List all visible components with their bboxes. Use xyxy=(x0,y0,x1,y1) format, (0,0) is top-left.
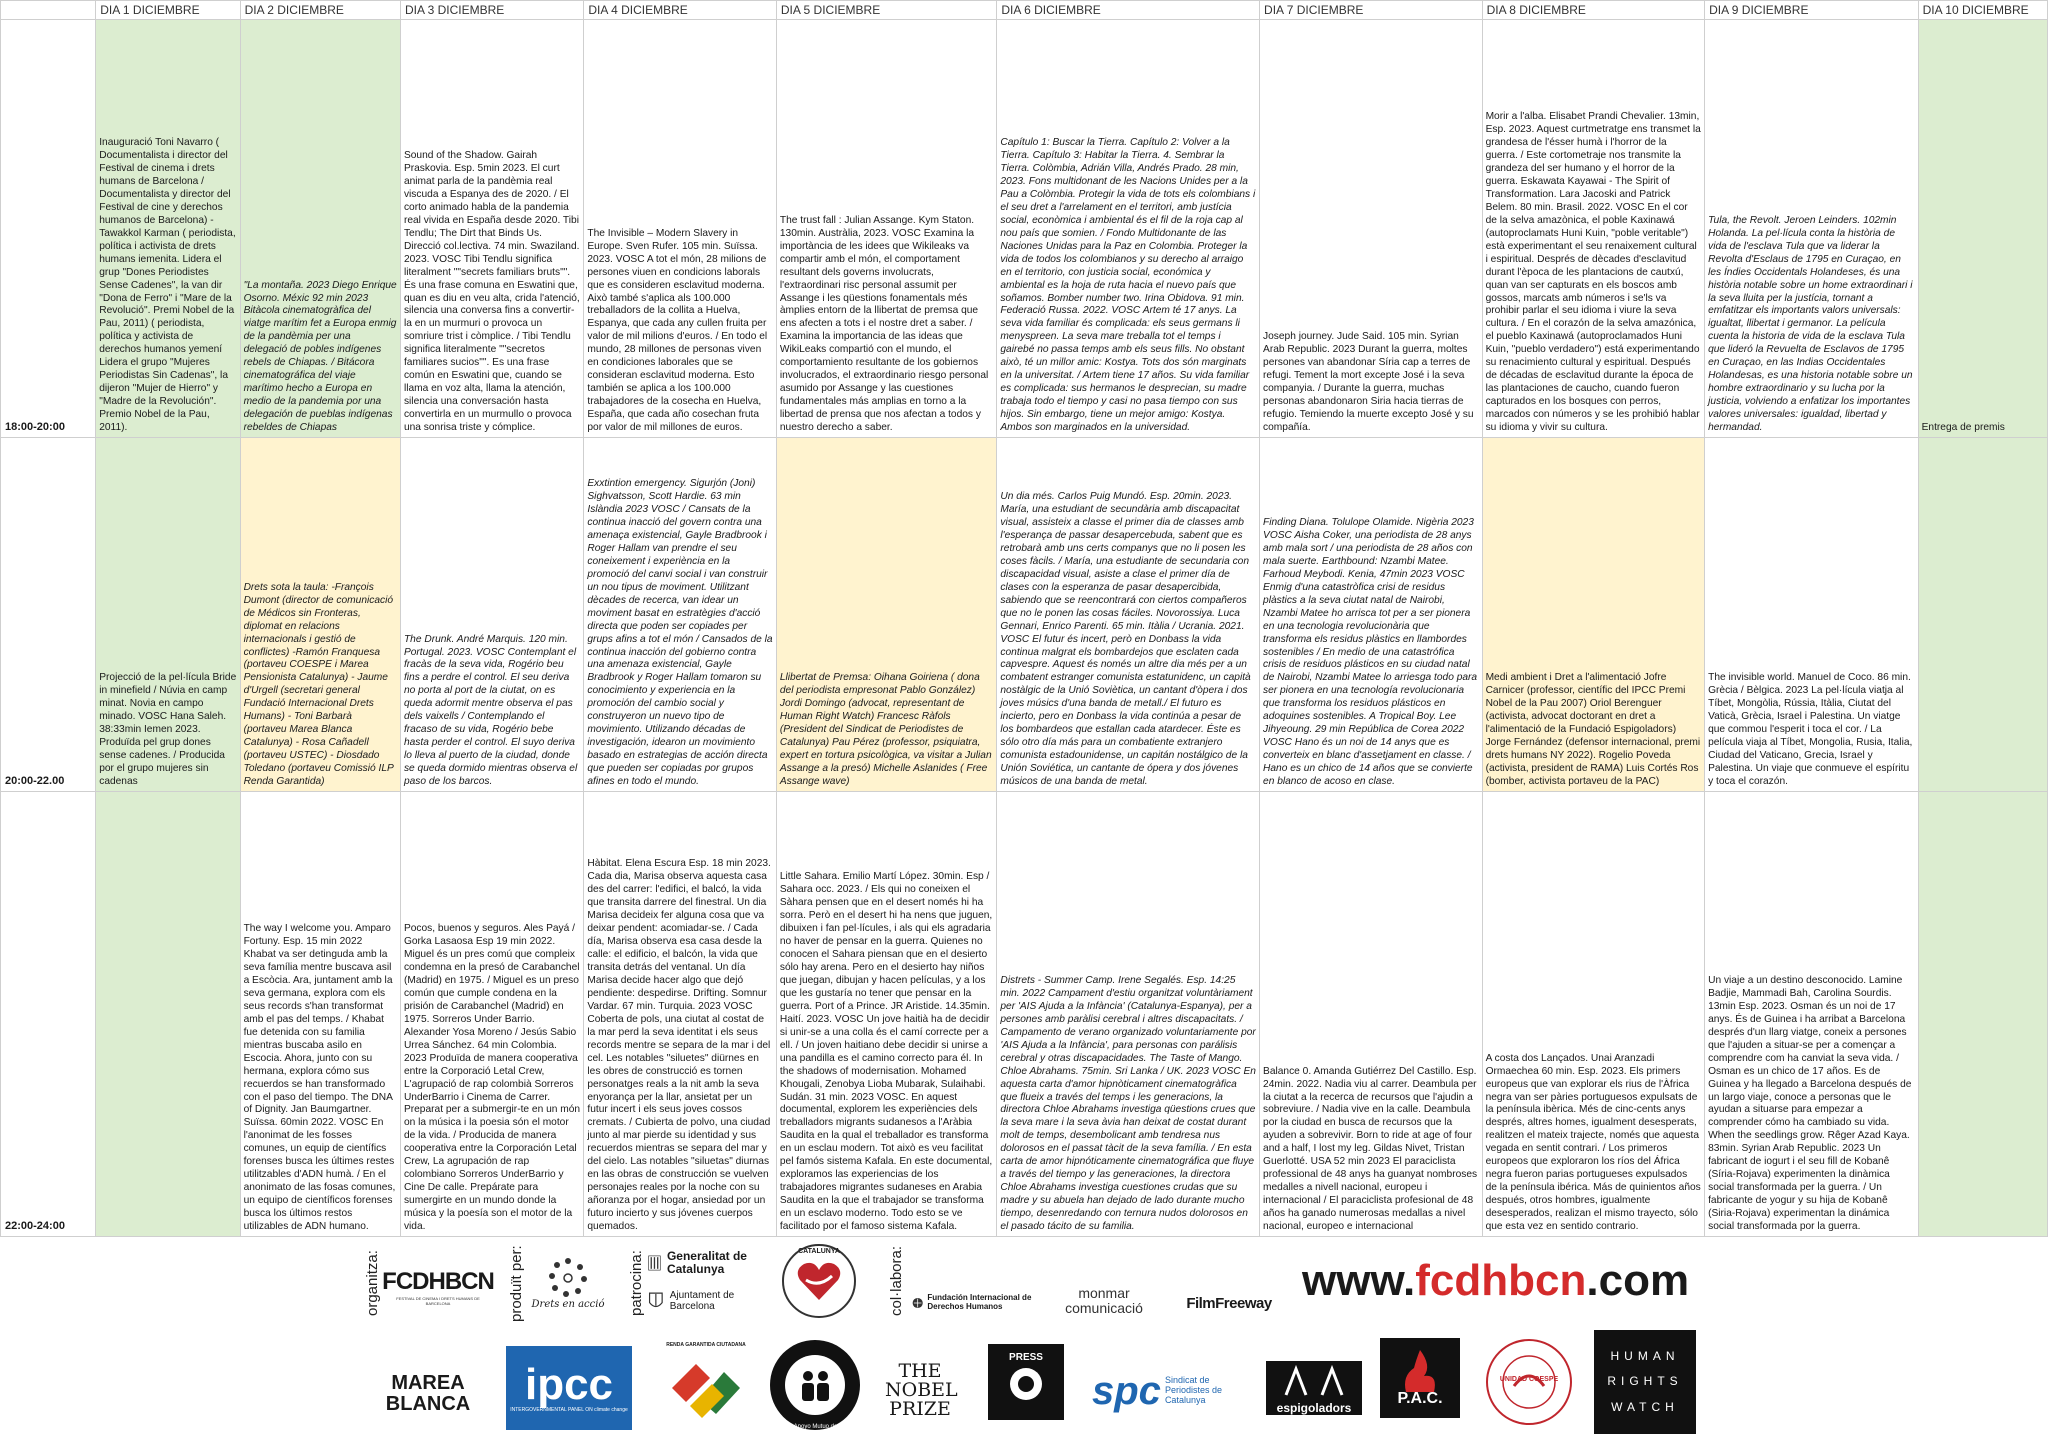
fcdhbcn-logo-text: FCDHBCN xyxy=(382,1268,494,1295)
schedule-row xyxy=(1,792,2048,1237)
monmar-logo xyxy=(1052,1284,1156,1318)
ipcc-sub: INTERGOVERNMENTAL PANEL ON climate change xyxy=(510,1407,628,1413)
sponsors-footer xyxy=(0,1236,2048,1447)
ipcc-logo xyxy=(506,1346,632,1430)
header-row xyxy=(1,1,2048,20)
red-apoyo-badge-icon xyxy=(768,1338,862,1432)
website-domain: fcdhbcn xyxy=(1415,1256,1587,1305)
coespe-logo xyxy=(1484,1336,1574,1428)
program-cell: Joseph journey. Jude Said. 105 min. Syrian Arab Republic. 2023 Durant la guerra, moltes persones van abandonar Síria cap a terres de refugi. Tement la mort excepte José i la seva companyia. / Durante la guerra, muchas personas abandonaron Siria hacia tierras de refugio. Temiendo la muerte excepto José y su compañía. xyxy=(1260,20,1483,438)
monmar-text: monmar comunicació xyxy=(1065,1285,1143,1316)
day-header: DIA 1 DICIEMBRE xyxy=(96,1,240,20)
schedule-row xyxy=(1,438,2048,792)
nobel-prize-logo xyxy=(880,1360,960,1420)
label-collabora: col·labora: xyxy=(888,1245,905,1316)
program-cell: Hàbitat. Elena Escura Esp. 18 min 2023. Cada dia, Marisa observa aquesta casa des del carrer: l'edifici, el balcó, la vida que transita darrere del finestral. Un dia Marisa decideix fer alguna cosa que va deixar pendent: acomiadar-se. / Cada día, Marisa observa esa casa desde la calle: el edificio, el balcón, la vida que transita detrás del ventanal. Un día Marisa decide hacer algo que dejó pendiente: despedirse. Drifting. Somnur Vardar. 67 min. Turquia. 2023 VOSC Coberta de pols, una ciutat al costat de la mar perd la seva identitat i els seus records mentre se separa de la mar i del cel. Les notables "siluetes" diürnes en les obres de construcció es tornen personatges reals a la nit amb la seva enyorança per la llar, ansietat per un futur incert i els seus joves cossos cremats. / Cubierta de polvo, una ciudad junto al mar pierde su identidad y sus recuerdos mientras se separa del mar y del cielo. Las notables "siluetas" diurnas en las obras de construcción se vuelven personajes reales por la noche con su añoranza por el hogar, ansiedad por un futuro incierto y sus jóvenes cuerpos quemados. xyxy=(584,792,776,1237)
fcdhbcn-logo-sub: FESTIVAL DE CINEMA I DRETS HUMANS DE BARCELONA xyxy=(396,1296,480,1306)
time-slot: 18:00-20:00 xyxy=(1,20,96,438)
renda-garantida-text: RENDA GARANTIDA CIUTADANA xyxy=(666,1342,746,1348)
program-cell: Inauguració Toni Navarro ( Documentalista i director del Festival de cinema i drets humans de Barcelona / Documentalista y director del Festival de cine y derechos humanos de Barcelona) - Tawakkol Karman ( periodista, política i activista de drets humans iemenita. Lidera el grup "Dones Periodistes Sense Cadenes", la van dir "Dona de Ferro" i "Mare de la Revolució". Premi Nobel de la Pau, 2011) ( periodista, política y activista de derechos humanos yemení Lidera el grupo "Mujeres Periodistas Sin Cadenas", la dijeron "Mujer de Hierro" y "Madre de la Revolución". Premio Nobel de la Pau, 2011). xyxy=(96,20,240,438)
slot-header xyxy=(1,1,96,20)
program-cell: Morir a l'alba. Elisabet Prandi Chevalier. 13min, Esp. 2023. Aquest curtmetratge ens transmet la grandesa de l'ésser humà i l'horror de la guerra. / Este cortometraje nos transmite la grandeza del ser humano y el horror de la guerra. Eskawata Kayawai - The Spirit of Transformation. Lara Jacoski and Patrick Belem. 80 min. Brasil. 2022. VOSC En el cor de la selva amazònica, el poble Kaxinawá (autoproclamats Huni Kuin, "poble veritable") està experimentant el seu renaixement cultural i espiritual. Després de dècades d'esclavitud durant l'època de les plantacions de cautxú, quan van ser capturats en els boscos amb gossos, marcats amb números i se'ls va prohibir parlar el seu idioma i viure la seva cultura. / En el corazón de la selva amazónica, el pueblo Kaxinawá (autoproclamados Huni Kuin, "pueblo verdadero") está experimentando su renacimiento cultural y espiritual. Después de décadas de esclavitud durante la época de las plantaciones de caucho, cuando fueron capturados en los bosques con perros, marcados con números y se les prohibió hablar su idioma y vivir su cultura. xyxy=(1482,20,1705,438)
espigoladors-icon xyxy=(1266,1361,1362,1401)
program-cell: Entrega de premis xyxy=(1918,20,2047,438)
program-cell: Un dia més. Carlos Puig Mundó. Esp. 20min. 2023. María, una estudiant de secundària amb discapacitat visual, assisteix a classe el primer dia de classes amb l'esperança de passar desapercebuda, sabent que es retrobarà amb uns certs companys que no li posen les coses fàcils. / María, una estudiante de secundaria con discapacidad visual, asiste a clase el primer día de clases con la esperanza de pasar desapercibida, sabiendo que se reencontrará con ciertos compañeros que no le ponen las cosas fáciles. Novorossiya. Luca Gennari, Enrico Parenti. 65 min. Itàlia / Ucrania. 2021. VOSC El futur és incert, però en Donbass la vida continua malgrat els bombardejos que esclaten cada capvespre. Aquest és només un altre dia més per a un combatent estranger comunista estatunidenc, un capità nostàlgic de la Unió Soviètica, un cantant d'òpera i dos joves músics d'una banda de metall./ El futuro es incierto, pero en Donbass la vida continúa a pesar de los bombardeos que estallan cada atardecer. Éste es sólo otro día más para un combatiente extranjero comunista estadounidense, un capitán nostálgico de la Unión Soviética, un cantante de ópera y dos jóvenes músicos de una banda de metal. xyxy=(997,438,1260,792)
program-cell xyxy=(1918,792,2047,1237)
fcdhbcn-logo xyxy=(384,1258,492,1316)
program-cell: The invisible world. Manuel de Coco. 86 min. Grècia / Bèlgica. 2023 La pel·lícula viatja al Tíbet, Mongòlia, Rússia, Itàlia, Ciutat del Vaticà, Grècia, Israel i Palestina. Un viatge que commou l'esperit i toca el cor. / La película viaja al Tíbet, Mongolia, Rusia, Italia, Ciudad del Vaticano, Grecia, Israel y Palestina. Un viaje que conmueve el espíritu y toca el corazón. xyxy=(1705,438,1919,792)
spc-logo xyxy=(1092,1364,1242,1418)
program-cell: Exxtintion emergency. Sigurjón (Joni) Sighvatsson, Scott Hardie. 63 min Islàndia 2023 VOSC / Cansats de la continua inacció del govern contra una amenaça existencial, Gayle Bradbrook i Roger Hallam van prendre el seu coneixement i experiència en la promoció del canvi social i van construir un nou tipus de moviment. Utilitzant dècades de recerca, van idear un moviment basat en estratègies d'acció directa que poden ser copiades per grups afins a tot el món / Cansados de la continua inacción del gobierno contra una amenaza existencial, Gayle Bradbrook y Roger Hallam tomaron su conocimiento y experiencia en la promoción del cambio social y construyeron un nuevo tipo de movimiento. Utilizando décadas de investigación, idearon un movimiento basado en estrategias de acción directa que pueden ser copiadas por grupos afines en todo el mundo. xyxy=(584,438,776,792)
marea-blanca-logo xyxy=(378,1366,478,1422)
red-apoyo-text: Red de Apoyo Mutuo de Aluche xyxy=(772,1424,858,1430)
catalunya-badge-text: CATALUNYA xyxy=(798,1248,840,1255)
senyera-icon xyxy=(648,1251,661,1275)
program-cell: A costa dos Lançados. Unai Aranzadi Ormaechea 60 min. Esp. 2023. Els primers europeus que van explorar els rius de l'Àfrica negra van ser pàries portuguesos expulsats de la península ibèrica. Més de cinc-cents anys després, altres homes, igualment desesperats, realitzen el mateix trajecte, només que aquesta vegada en sentit contrari. / Los primeros europeos que exploraron los ríos del África negra fueron parias portugueses expulsados de la península ibérica. Más de quinientos años después, otros hombres, igualmente desesperados, realizan el mismo trayecto, sólo que esta vez en sentido contrario. xyxy=(1482,792,1705,1237)
day-header: DIA 3 DICIEMBRE xyxy=(400,1,583,20)
program-cell: Balance 0. Amanda Gutiérrez Del Castillo. Esp. 24min. 2022. Nadia viu al carrer. Deambula per la ciutat a la recerca de recursos que l'ajudin a sobreviure. / Nadia vive en la calle. Deambula por la ciudad en busca de recursos que la ayuden a sobrevivir. Born to ride at age of four and a half, I lost my leg. Gildas Nivet, Tristan Guerlotté. USA 52 min 2023 El paraciclista professional de 48 anys ha guanyat nombroses medalles a nivell nacional, europeu i internacional / El paraciclista profesional de 48 años ha ganado numerosas medallas a nivel nacional, europeo e internacional xyxy=(1260,792,1483,1237)
program-cell: "La montaña. 2023 Diego Enrique Osorno. Méxic 92 min 2023 Bitàcola cinematogràfica del viatge marítim fet a Europa enmig de la pandèmia per una delegació de pobles indígenes rebels de Chiapas. / Bitácora cinematográfica del viaje marítimo hecho a Europa en medio de la pandemia por una delegación de pueblas indígenas rebeldes de Chiapas xyxy=(240,20,400,438)
drets-en-accio-logo xyxy=(528,1246,608,1318)
program-cell: Tula, the Revolt. Jeroen Leinders. 102min Holanda. La pel·lícula conta la història de vida de l'esclava Tula que va liderar la Revolta d'Esclaus de 1795 en Curaçao, en les Índies Occidentals Holandeses, és una història notable sobre un home extraordinari i la seva lluita per la justícia, tornant a emfatitzar els importants valors universals: igualtat, llibertat i germanor. La película cuenta la historia de vida de la esclava Tula que lideró la Revuelta de Esclavos de 1795 en Curaçao, en las Indias Occidentales Holandesas, es una historia notable sobre un hombre extraordinario y su lucha por la justicia, volviendo a enfatizar los importantes valores universales: igualdad, libertad y hermandad. xyxy=(1705,20,1919,438)
drets-en-accio-text: Drets en acció xyxy=(531,1298,605,1310)
day-header: DIA 10 DICIEMBRE xyxy=(1918,1,2047,20)
hrw-text: HUMAN RIGHTS WATCH xyxy=(1607,1349,1683,1414)
ajuntament-text: Ajuntament de Barcelona xyxy=(669,1290,735,1312)
pac-text: P.A.C. xyxy=(1397,1390,1443,1407)
ipcc-box xyxy=(506,1346,632,1430)
marea-blanca-text: MAREA BLANCA xyxy=(385,1372,471,1415)
website-suffix: .com xyxy=(1586,1256,1690,1305)
day-header: DIA 9 DICIEMBRE xyxy=(1705,1,1919,20)
program-cell: Little Sahara. Emilio Martí López. 30min. Esp / Sahara occ. 2023. / Els qui no coneixen el Sàhara pensen que en el desert només hi ha sorra. Però en el desert hi ha nens que juguen, dibuixen i fan pel·lícules, i als qui els agradaria no haver de pensar en la guerra. Quienes no conocen el Sahara piensan que en el desierto sólo hay arena. Pero en el desierto hay niños que juegan, dibujan y hacen películas, y a los que les gustaría no tener que pensar en la guerra. Port of a Prince. JR Aristide. 14.35min. Haití. 2023. VOSC Un jove haitià ha de decidir si unir-se a una colla és el camí correcte per a ell. / Un joven haitiano debe decidir si unirse a una pandilla es el camino correcto para él. In the shadows of modernisation. Mohamed Khougali, Zenobya Lioba Mubarak, Sulaihabi. Sudán. 31 min. 2023 VOSC. En aquest documental, explorem les experiències dels treballadors migrants sudanesos a l'Aràbia Saudita en la qual el treballador es transforma en un esclau modern. Tot això es veu facilitat pel famós sistema Kafala. En este documental, exploramos las experiencias de los trabajadores migrantes sudaneses en Arabia Saudita en la que el trabajador se transforma en un esclavo moderno. Todo esto se ve facilitado por el famoso sistema Kafala. xyxy=(776,792,997,1237)
drets-en-accio-icon xyxy=(546,1255,590,1299)
fundacion-ddhh-text: Fundación Internacional de Derechos Humanos xyxy=(927,1293,1032,1311)
day-header: DIA 5 DICIEMBRE xyxy=(776,1,997,20)
filmfreeway-text: FilmFreeway xyxy=(1186,1294,1272,1312)
program-cell: Capítulo 1: Buscar la Tierra. Capítulo 2: Volver a la Tierra. Capítulo 3: Habitar la Tierra. 4. Sembrar la Tierra. Colòmbia, Adrián Villa, Andrés Prado. 28 min, 2023. Fons multidonant de les Nacions Unides per a la Pau a Colòmbia. Protegir la vida de tots els colombians i el seu dret a l'arrelament en el territori, amb justícia social, econòmica i ambiental és el fil de la roja cap al nou país que somien. / Fondo Multidonante de las Naciones Unidas para la Paz en Colombia. Proteger la vida de todos los colombianos y su derecho al arraigo en el territorio, con justicia social, económica y ambiental es la hoja de ruta hacia el nuevo país que soñamos. Bomber number two. Irina Obidova. 91 min. Federació Russa. 2022. VOSC Artem té 17 anys. La seva vida familiar és complicada: els seus germans li menyspreen. La seva mare treballa tot el temps i gairebé no passa temps amb els seus fills. No obstant això, té un millor amic: Kostya. Tots dos són marginats en la universitat. / Artem tiene 17 años. Su vida familiar es complicada: sus hermanos le desprecian, su madre trabaja todo el tiempo y casi no pasa tiempo con sus hijos. Sin embargo, tiene un mejor amigo: Kostya. Ambos son marginados en la universidad. xyxy=(997,20,1260,438)
renda-garantida-logo xyxy=(664,1340,748,1426)
espigoladors-text: espigoladors xyxy=(1266,1401,1362,1415)
program-cell xyxy=(1918,438,2047,792)
day-header: DIA 6 DICIEMBRE xyxy=(997,1,1260,20)
day-header: DIA 2 DICIEMBRE xyxy=(240,1,400,20)
day-header: DIA 4 DICIEMBRE xyxy=(584,1,776,20)
espigoladors-logo xyxy=(1264,1356,1364,1420)
program-cell xyxy=(96,792,240,1237)
program-cell: Un viaje a un destino desconocido. Lamine Badjie, Mammadi Bah, Carolina Sourdis. 13min Esp. 2023. Osman és un noi de 17 anys. És de Guinea i ha arribat a Barcelona després d'un llarg viatge, coneix a persones que l'ajuden a situar-se per a començar a comprendre com ha canviat la seva vida. / Osman es un chico de 17 años. Es de Guinea y ha llegado a Barcelona después de un largo viaje, conoce a personas que le ayudan a situarse para empezar a comprender cómo ha cambiado su vida. When the seedlings grow. Rêger Azad Kaya. 83min. Syrian Arab Republic. 2023 Un fabricant de iogurt i el seu fill de Kobanê (Síria-Rojava) experimenten la dinàmica social transformada per la guerra. / Un fabricante de yogur y su hija de Kobanê (Siria-Rojava) experimentan la dinámica social transformada por la guerra. xyxy=(1705,792,1919,1237)
hands-icon xyxy=(666,1348,746,1424)
program-cell: Projecció de la pel·lícula Bride in minefield / Núvia en camp minat. Novia en campo minado. VOSC Hana Saleh. 38:33min Iemen 2023. Produïda pel grup dones sense cadenes. / Producida por el grupo mujeres sin cadenas xyxy=(96,438,240,792)
generalitat-logo xyxy=(648,1246,758,1280)
program-cell: The trust fall : Julian Assange. Kym Staton. 130min. Austràlia, 2023. VOSC Examina la importància de les idees que Wikileaks va compartir amb el món, el comportament resultant dels governs involucrats, l'extraordinari risc personal assumit per Assange i les qüestions fonamentals més àmplies entorn de la llibertat de premsa que ens afecten a tots i el nostre dret a saber. / Examina la importancia de las ideas que WikiLeaks compartió con el mundo, el comportamiento resultante de los gobiernos involucrados, el extraordinario riesgo personal asumido por Assange y las cuestiones fundamentales más amplias en torno a la libertad de prensa que nos afectan a todos y nuestro derecho a saber. xyxy=(776,20,997,438)
time-slot: 22:00-24:00 xyxy=(1,792,96,1237)
fundacion-ddhh-logo xyxy=(912,1288,1042,1318)
pac-logo xyxy=(1380,1338,1460,1418)
program-cell: Finding Diana. Tolulope Olamide. Nigèria 2023 VOSC Aisha Coker, una periodista de 28 anys amb mala sort / una periodista de 28 años con mala suerte. Earthbound: Nzambi Matee. Farhoud Meybodi. Kenia, 47min 2023 VOSC Enmig d'una catastròfica crisi de residus plàstics a la seva ciutat natal de Nairobi, Nzambi Matee ho arrisca tot per a ser pionera en una tecnologia revolucionària que transforma els residus plàstics en llambordes sostenibles / En medio de una catastrófica crisis de residuos plásticos en su ciudad natal de Nairobi, Nzambi Matee lo arriesga todo para ser pionera en una tecnología revolucionaria que transforma los residuos plásticos en adoquines sostenibles. A Tropical Boy. Lee Jihyeoung. 29 min República de Corea 2022 VOSC Hano és un noi de 14 anys que es converteix en blanc d'assetjament en classe. / Hano es un chico de 14 años que se convierte en blanco de acoso en clase. xyxy=(1260,438,1483,792)
generalitat-text: Generalitat de Catalunya xyxy=(666,1248,747,1276)
program-cell: Distrets - Summer Camp. Irene Segalés. Esp. 14:25 min. 2022 Campament d'estiu organitzat voluntàriament per 'AIS Ajuda a la Infància' (Catalunya-Espanya), per a persones amb paràlisi cerebral i altres discapacitats. / Campamento de verano organizado voluntariamente por 'AIS Ajuda a la Infància', para personas con parálisis cerebral y otras discapacidades. The Taste of Mango. Chloe Abrahams. 75min. Sri Lanka / UK. 2023 VOSC En aquesta carta d'amor hipnòticament cinematogràfica que flueix a través del temps i les generacions, la directora Chloe Abrahams investiga qüestions crues que la seva mare i la seva àvia han deixat de costat durant molt de temps, desembolicant amb tendresa nus dolorosos en el passat tàcit de la seva família. / En esta carta de amor hipnóticamente cinematográfica que fluye a través del tiempo y las generaciones, la directora Chloe Abrahams investiga cuestiones crudas que su madre y su abuela han dejado de lado durante mucho tiempo, desenredando con ternura nudos dolorosos en el pasado tácito de su familia. xyxy=(997,792,1260,1237)
program-cell: Medi ambient i Dret a l'alimentació Jofre Carnicer (professor, científic del IPCC Premi Nobel de la Pau 2007) Oriol Berenguer (activista, advocat doctorant en dret a l'alimentació de la Fundació Espigoladors) Jorge Fernández (defensor internacional, premi drets humans NY 2022). Rogelio Poveda (activista, president de RAMA) Luis Cortés Ros (bomber, activista portaveu de la PAC) xyxy=(1482,438,1705,792)
website-prefix: www. xyxy=(1302,1256,1416,1305)
nobel-prize-text: THE NOBEL PRIZE xyxy=(885,1359,958,1420)
program-cell: The Invisible – Modern Slavery in Europe. Sven Rufer. 105 min. Suïssa. 2023. VOSC A tot el món, 28 milions de persones viuen en condicions laborals que es consideren esclavitud moderna. Això també s'aplica als 100.000 treballadors de la collita a Huelva, Espanya, que cada any cullen fruita per valor de mil milions d'euros. / En todo el mundo, 28 millones de personas viven en condiciones laborales que se consideran esclavitud moderna. Esto también se aplica a los 100.000 trabajadores de la cosecha en Huelva, España, que cada año cosechan fruta por valor de mil millones de euros. xyxy=(584,20,776,438)
day-header: DIA 8 DICIEMBRE xyxy=(1482,1,1705,20)
label-patrocina: patrocina: xyxy=(628,1250,645,1316)
program-cell: Sound of the Shadow. Gairah Praskovia. Esp. 5min 2023. El curt animat parla de la pandèmia real viscuda a Espanya des de 2020. / El corto animado habla de la pandemia real vivida en España desde 2020. Tibi Tendlu; The Dirt that Binds Us. Direcció col.lectiva. 74 min. Swaziland. 2023. VOSC Tibi Tendlu significa literalment ""secrets familiars bruts"". És una frase comuna en Eswatini que, quan es diu en veu alta, crida l'atenció, silencia una conversa fins a convertir-la en un murmuri o provoca un somriure trist i còmplice. / Tibi Tendlu significa literalmente ""secretos familiares sucios"". Es una frase común en Eswatini que, cuando se llama en voz alta, llama la atención, silencia una conversación hasta convertirla en un murmullo o provoca una sonrisa triste y cómplice. xyxy=(400,20,583,438)
label-produit: produït per: xyxy=(508,1245,525,1322)
ipcc-text: ipcc xyxy=(524,1360,614,1409)
program-cell: Drets sota la taula: -François Dumont (director de comunicació de Médicos sin Fronteras, diplomat en relacions internacionals i gestió de conflictes) -Ramón Franquesa (portaveu COESPE i Marea Pensionista Catalunya) - Jaume d'Urgell (secretari general Fundació Internacional Drets Humans) - Toni Barbarà (portaveu Marea Blanca Catalunya) - Rosa Cañadell (portaveu USTEC) - Diosdado Toledano (portaveu Comissió ILP Renda Garantida) xyxy=(240,438,400,792)
program-cell: The Drunk. André Marquis. 120 min. Portugal. 2023. VOSC Contemplant el fracàs de la seva vida, Rogério beu fins a perdre el control. El seu deriva no porta al port de la ciutat, on es queda adormit mentre observa el pas dels vaixells / Contemplando el fracaso de su vida, Rogério bebe hasta perder el control. El suyo deriva lo lleva al puerto de la ciudad, donde se queda dormido mientras observa el paso de los barcos. xyxy=(400,438,583,792)
schedule-row xyxy=(1,20,2048,438)
program-cell: Pocos, buenos y seguros. Ales Payá / Gorka Lasaosa Esp 19 min 2022. Miguel és un pres comú que compleix condemna en la presó de Carabanchel (Madrid) en 1975. / Miguel es un preso común que cumple condena en la prisión de Carabanchel (Madrid) en 1975. Sorreros Under Barrio. Alexander Yosa Moreno / Jesús Sabio Urrea Sánchez. 64 min Colombia. 2023 Produïda de manera cooperativa entre la Corporació Letal Crew, L'agrupació de rap colombià Sorreros UnderBarrio i Cinema de Carrer. Preparat per a submergir-te en un món on la música i la poesia són el motor de la vida. / Producida de manera cooperativa entre la Corporación Letal Crew, La agrupación de rap colombiano Sorreros UnderBarrio y Cine De calle. Prepárate para sumergirte en un mundo donde la música y la poesía son el motor de la vida. xyxy=(400,792,583,1237)
ajuntament-logo xyxy=(648,1284,758,1318)
ajuntament-shield-icon xyxy=(648,1289,664,1313)
spc-text: spc xyxy=(1092,1369,1161,1413)
program-cell: The way I welcome you. Amparo Fortuny. Esp. 15 min 2022 Khabat va ser detinguda amb la seva família mentre buscava asil a Escòcia. Ara, juntament amb la seva germana, explora com els seus records s'han transformat amb el pas del temps. / Khabat fue detenida con su familia mientras buscaba asilo en Escocia. Ahora, junto con su hermana, explora cómo sus recuerdos se han transformado con el paso del tiempo. The DNA of Dignity. Jan Baumgartner. Suïssa. 60min 2022. VOSC En l'anonimat de les fosses comunes, un equip de científics forenses busca les últimes restes utilitzables d'ADN humà. / En el anonimato de las fosas comunes, un equipo de científicos forenses busca los últimos restos utilizables de ADN humano. xyxy=(240,792,400,1237)
press-logo xyxy=(988,1344,1064,1420)
label-organitza: organitza: xyxy=(364,1250,381,1316)
hrw-logo xyxy=(1594,1330,1696,1434)
time-slot: 20:00-22.00 xyxy=(1,438,96,792)
day-header: DIA 7 DICIEMBRE xyxy=(1260,1,1483,20)
spc-sub: Sindicat de Periodistes de Catalunya xyxy=(1164,1375,1222,1405)
website-url[interactable] xyxy=(1302,1256,1689,1306)
red-apoyo-mutuo-logo xyxy=(768,1338,862,1432)
program-cell: Llibertat de Premsa: Oihana Goiriena ( dona del periodista empresonat Pablo González) Jordi Domingo (advocat, representant de Human Right Watch) Francesc Ràfols (President del Sindicat de Periodistes de Catalunya) Pau Pérez (professor, psiquiatra, expert en tortura psicològica, va visitar a Julian Assange a la presó) Michelle Aslanides ( Free Assange wave) xyxy=(776,438,997,792)
press-text: PRESS xyxy=(1009,1352,1043,1363)
catalunya-badge-logo xyxy=(780,1242,858,1320)
filmfreeway-logo xyxy=(1174,1288,1284,1318)
fundacion-globe-icon xyxy=(912,1294,923,1312)
coespe-text: UNIDAD COESPE xyxy=(1499,1376,1559,1383)
